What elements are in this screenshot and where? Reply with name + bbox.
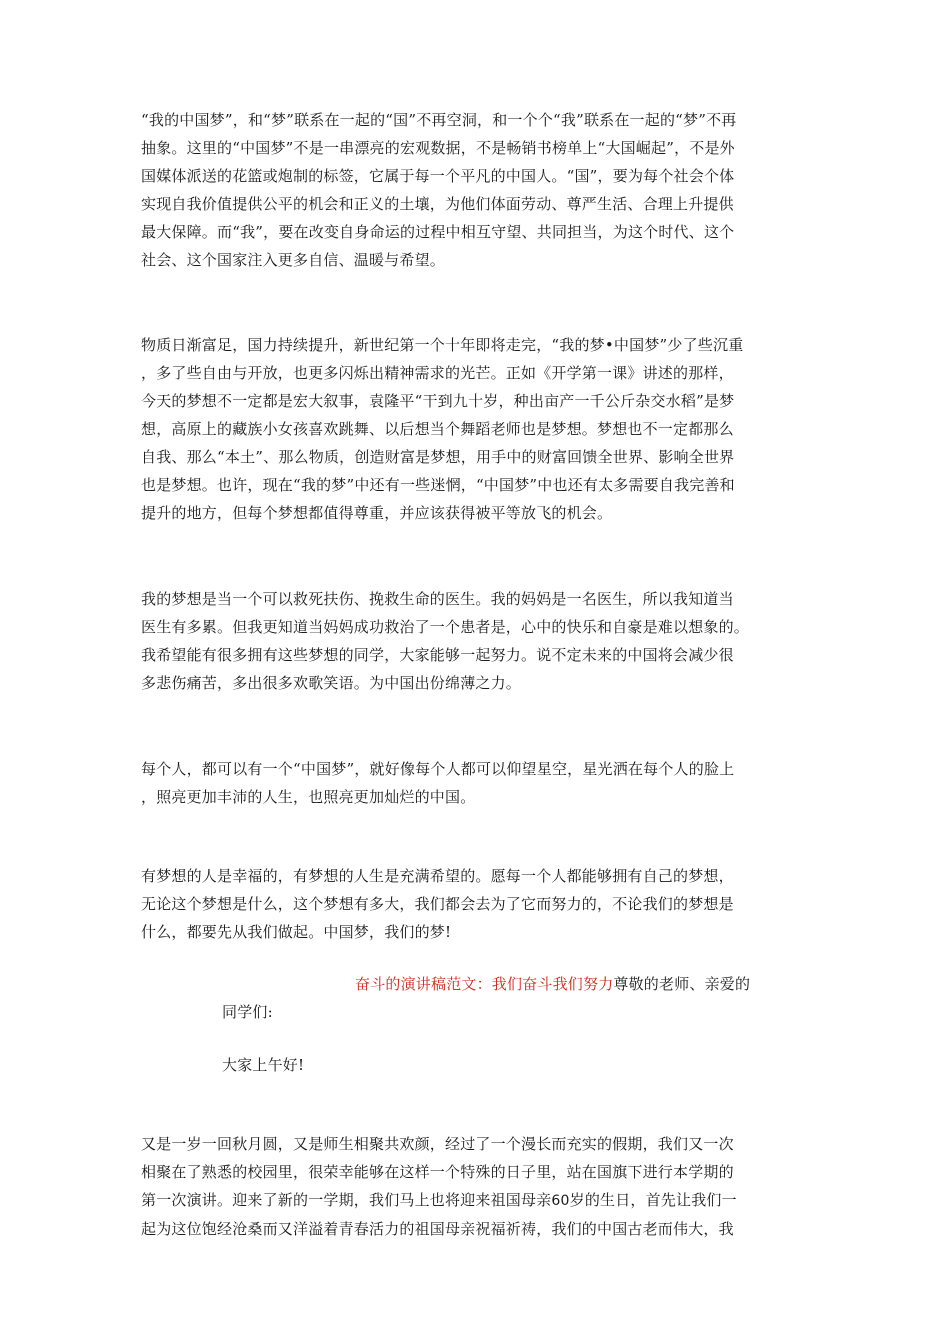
text-line: 我希望能有很多拥有这些梦想的同学，大家能够一起努力。说不定未来的中国将会减少很 xyxy=(141,646,734,664)
speech-heading-line xyxy=(355,970,805,998)
text-line: 提升的地方，但每个梦想都值得尊重，并应该获得被平等放飞的机会。 xyxy=(141,504,613,522)
paragraph-material-wealth xyxy=(141,331,809,527)
text-line: 每个人，都可以有一个“中国梦”，就好像每个人都可以仰望星空，星光洒在每个人的脸上 xyxy=(141,760,735,778)
text-line: 有梦想的人是幸福的，有梦想的人生是充满希望的。愿每一个人都能够拥有自己的梦想， xyxy=(141,867,734,885)
text-line: 自我、那么“本土”、那么物质，创造财富是梦想，用手中的财富回馈全世界、影响全世界 xyxy=(141,448,735,466)
speech-heading-row xyxy=(355,970,805,998)
text-segment: 岁的生日，首先让我们一 xyxy=(569,1191,737,1209)
text-line xyxy=(141,1186,809,1215)
text-line: 抽象。这里的“中国梦”不是一串漂亮的宏观数据，不是畅销书榜单上“大国崛起”，不是外 xyxy=(141,139,735,157)
text-line: 也是梦想。也许，现在“我的梦”中还有一些迷惘，“中国梦”中也还有太多需要自我完善和 xyxy=(141,476,735,494)
text-line: ，多了些自由与开放，也更多闪烁出精神需求的光芒。正如《开学第一课》讲述的那样， xyxy=(141,364,734,382)
text-segment: 第一次演讲。迎来了新的一学期，我们马上也将迎来祖国母亲 xyxy=(141,1191,552,1209)
text-line: 什么，都要先从我们做起。中国梦，我们的梦! xyxy=(141,923,452,941)
speech-title: 奋斗的演讲稿范文：我们奋斗我们努力 xyxy=(355,975,614,993)
paragraph-happiness xyxy=(141,862,809,946)
text-line: 又是一岁一回秋月圆，又是师生相聚共欢颜，经过了一个漫长而充实的假期，我们又一次 xyxy=(141,1135,734,1153)
speech-salutation-end: 同学们: xyxy=(222,1003,273,1021)
paragraph-everyone-dream xyxy=(141,755,809,811)
text-line: 医生有多累。但我更知道当妈妈成功救治了一个患者是，心中的快乐和自豪是难以想象的。 xyxy=(141,618,750,636)
text-line: 最大保障。而“我”，要在改变自身命运的过程中相互守望、共同担当，为这个时代、这个 xyxy=(141,223,735,241)
paragraph-doctor-dream xyxy=(141,585,809,697)
speech-greeting xyxy=(222,1051,622,1079)
text-line: 物质日渐富足，国力持续提升，新世纪第一个十年即将走完，“我的梦•中国梦”少了些沉重 xyxy=(141,336,744,354)
greeting-text: 大家上午好! xyxy=(222,1056,305,1074)
text-line: 实现自我价值提供公平的机会和正义的土壤，为他们体面劳动、尊严生活、合理上升提供 xyxy=(141,195,734,213)
paragraph-chinese-dream-intro xyxy=(141,106,809,274)
text-line: 起为这位饱经沧桑而又洋溢着青春活力的祖国母亲祝福祈祷，我们的中国古老而伟大，我 xyxy=(141,1220,734,1238)
birthday-number: 60 xyxy=(551,1193,570,1209)
text-line: 我的梦想是当一个可以救死扶伤、挽救生命的医生。我的妈妈是一名医生，所以我知道当 xyxy=(141,590,734,608)
text-line: 想，高原上的藏族小女孩喜欢跳舞、以后想当个舞蹈老师也是梦想。梦想也不一定都那么 xyxy=(141,420,734,438)
paragraph-autumn-speech xyxy=(141,1130,809,1243)
text-line: 社会、这个国家注入更多自信、温暖与希望。 xyxy=(141,251,446,269)
text-line: 国媒体派送的花篮或炮制的标签，它属于每一个平凡的中国人。“国”，要为每个社会个体 xyxy=(141,167,735,185)
text-line: “我的中国梦”，和“梦”联系在一起的“国”不再空洞，和一个个“我”联系在一起的“梦”不再 xyxy=(141,111,737,129)
text-line: ，照亮更加丰沛的人生，也照亮更加灿烂的中国。 xyxy=(141,788,476,806)
text-line: 今天的梦想不一定都是宏大叙事，袁隆平“干到九十岁，种出亩产一千公斤杂交水稻”是梦 xyxy=(141,392,735,410)
text-line: 多悲伤痛苦，多出很多欢歌笑语。为中国出份绵薄之力。 xyxy=(141,674,522,692)
text-line: 相聚在了熟悉的校园里，很荣幸能够在这样一个特殊的日子里，站在国旗下进行本学期的 xyxy=(141,1163,734,1181)
speech-salutation-start: 尊敬的老师、亲爱的 xyxy=(613,975,751,993)
speech-salutation-line xyxy=(222,998,622,1026)
text-line: 无论这个梦想是什么，这个梦想有多大，我们都会去为了它而努力的，不论我们的梦想是 xyxy=(141,895,734,913)
